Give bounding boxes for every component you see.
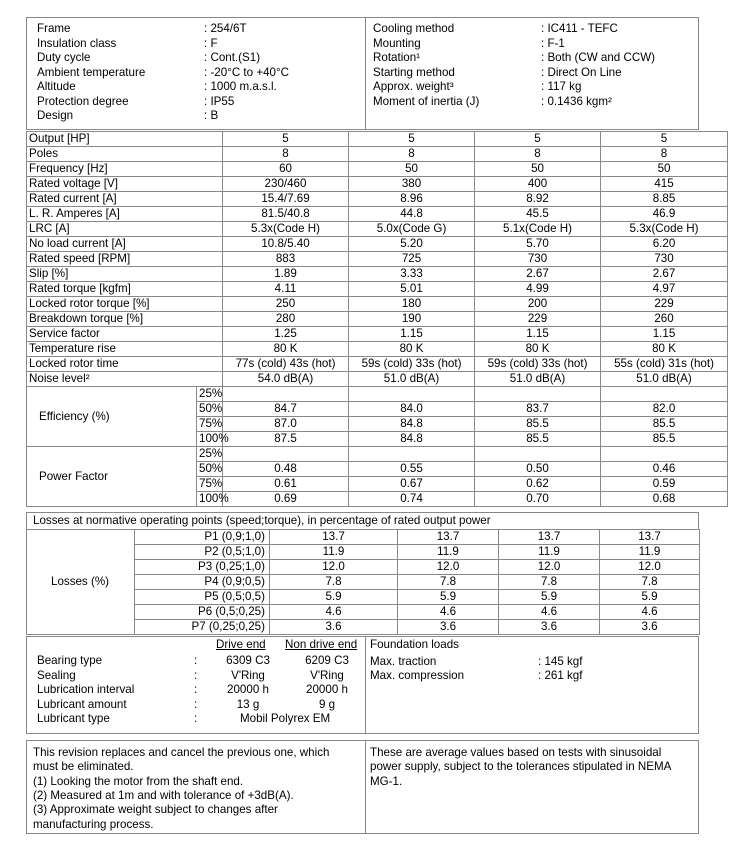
losses-table [26, 529, 700, 635]
efficiency-value: 82.0 [601, 402, 728, 417]
general-label: Design [37, 109, 74, 122]
rating-value: 51.0 dB(A) [601, 372, 728, 387]
rating-value: 730 [601, 252, 728, 267]
rating-value: 59s (cold) 33s (hot) [349, 357, 475, 372]
rating-label: Rated voltage [V] [27, 177, 223, 192]
power-factor-value [601, 447, 728, 462]
losses-value: 4.6 [600, 605, 700, 620]
rating-value: 883 [223, 252, 349, 267]
efficiency-value: 85.5 [601, 417, 728, 432]
note-line: power supply, subject to the tolerances stipulated in NEMA [370, 760, 672, 774]
losses-point: P7 (0,25;0,25) [135, 620, 270, 635]
losses-value: 11.9 [270, 545, 398, 560]
rating-value: 229 [475, 312, 601, 327]
losses-point: P4 (0,9;0,5) [135, 575, 270, 590]
foundation-traction-label: Max. traction [370, 655, 437, 668]
losses-point: P1 (0,9;1,0) [135, 530, 270, 545]
bearing-colon: : [194, 654, 198, 667]
power-factor-value: 0.68 [601, 492, 728, 507]
power-factor-row [27, 447, 728, 462]
rating-value: 5 [475, 132, 601, 147]
rating-value: 2.67 [601, 267, 728, 282]
bearing-drive-end-value: V'Ring [231, 668, 265, 682]
rating-value: 5 [223, 132, 349, 147]
bearing-label: Bearing type [37, 654, 103, 667]
efficiency-load: 50% [197, 402, 223, 417]
losses-value: 3.6 [499, 620, 600, 635]
losses-value: 12.0 [270, 560, 398, 575]
rating-value: 190 [349, 312, 475, 327]
general-value: : Cont.(S1) [204, 51, 261, 64]
rating-label: Locked rotor time [27, 357, 223, 372]
general-value: : F [204, 36, 218, 50]
rating-value: 80 K [349, 342, 475, 357]
rating-value: 8 [223, 147, 349, 162]
rating-value: 4.11 [223, 282, 349, 297]
power-factor-value: 0.50 [475, 462, 601, 477]
rating-row [27, 357, 728, 372]
rating-row [27, 312, 728, 327]
losses-value: 4.6 [270, 605, 398, 620]
losses-value: 12.0 [499, 560, 600, 575]
rating-row [27, 132, 728, 147]
rating-value: 5 [601, 132, 728, 147]
bearing-non-drive-end-value: 20000 h [306, 683, 348, 696]
rating-value: 3.33 [349, 267, 475, 282]
efficiency-value: 84.8 [349, 432, 475, 447]
losses-value: 7.8 [270, 575, 398, 590]
general-value: : Direct On Line [541, 65, 622, 79]
rating-row [27, 147, 728, 162]
rating-value: 5.3x(Code H) [223, 222, 349, 237]
note-line: (1) Looking the motor from the shaft end. [33, 774, 244, 788]
note-line: MG-1. [370, 774, 403, 788]
rating-value: 5 [349, 132, 475, 147]
rating-value: 50 [475, 162, 601, 177]
ratings-table [26, 131, 728, 507]
rating-label: No load current [A] [27, 237, 223, 252]
rating-value: 1.15 [601, 327, 728, 342]
foundation-compression-value: : 261 kgf [538, 669, 583, 682]
rating-value: 51.0 dB(A) [475, 372, 601, 387]
efficiency-value: 85.5 [475, 417, 601, 432]
general-value: : F-1 [541, 36, 565, 50]
power-factor-value: 0.62 [475, 477, 601, 492]
losses-value: 7.8 [499, 575, 600, 590]
power-factor-value: 0.61 [223, 477, 349, 492]
losses-value: 4.6 [398, 605, 499, 620]
efficiency-value [223, 387, 349, 402]
rating-value: 8.96 [349, 192, 475, 207]
rating-value: 1.89 [223, 267, 349, 282]
general-value: : 254/6T [204, 22, 247, 35]
power-factor-value: 0.59 [601, 477, 728, 492]
losses-point: P5 (0,5;0,5) [135, 590, 270, 605]
general-label: Rotation¹ [373, 51, 421, 64]
rating-row [27, 327, 728, 342]
rating-value: 5.1x(Code H) [475, 222, 601, 237]
note-line: must be eliminated. [33, 760, 134, 774]
non-drive-end-header: Non drive end [285, 638, 358, 651]
lubricant-type-label: Lubricant type [37, 712, 110, 725]
efficiency-value: 87.0 [223, 417, 349, 432]
rating-value: 4.99 [475, 282, 601, 297]
efficiency-value: 84.7 [223, 402, 349, 417]
note-line: manufacturing process. [33, 817, 154, 831]
losses-value: 7.8 [600, 575, 700, 590]
rating-value: 8 [349, 147, 475, 162]
rating-row [27, 207, 728, 222]
power-factor-value: 0.46 [601, 462, 728, 477]
rating-value: 5.70 [475, 237, 601, 252]
rating-label: Rated speed [RPM] [27, 252, 223, 267]
rating-row [27, 342, 728, 357]
rating-label: Frequency [Hz] [27, 162, 223, 177]
rating-label: Rated torque [kgfm] [27, 282, 223, 297]
power-factor-value: 0.67 [349, 477, 475, 492]
rating-value: 5.20 [349, 237, 475, 252]
general-value: : B [204, 109, 219, 122]
general-value: : -20°C to +40°C [204, 65, 289, 79]
losses-value: 5.9 [270, 590, 398, 605]
rating-value: 380 [349, 177, 475, 192]
rating-value: 1.15 [475, 327, 601, 342]
efficiency-value: 84.0 [349, 402, 475, 417]
efficiency-load: 25% [197, 387, 223, 402]
note-line: This revision replaces and cancel the previous one, which [33, 746, 330, 759]
general-divider [365, 17, 366, 130]
efficiency-value: 85.5 [601, 432, 728, 447]
losses-value: 13.7 [499, 530, 600, 545]
power-factor-value: 0.55 [349, 462, 475, 477]
bearing-drive-end-value: 20000 h [227, 683, 269, 696]
bearing-label: Lubrication interval [37, 683, 135, 696]
general-value: : IP55 [204, 94, 235, 108]
general-label: Moment of inertia (J) [373, 94, 480, 108]
efficiency-value [475, 387, 601, 402]
general-label: Ambient temperature [37, 65, 146, 79]
rating-value: 51.0 dB(A) [349, 372, 475, 387]
rating-value: 6.20 [601, 237, 728, 252]
rating-row [27, 177, 728, 192]
power-factor-value: 0.69 [223, 492, 349, 507]
power-factor-value: 0.74 [349, 492, 475, 507]
rating-value: 2.67 [475, 267, 601, 282]
rating-value: 15.4/7.69 [223, 192, 349, 207]
rating-row [27, 267, 728, 282]
foundation-compression-label: Max. compression [370, 669, 465, 682]
general-label: Starting method [373, 65, 455, 79]
power-factor-value: 0.70 [475, 492, 601, 507]
efficiency-value: 84.8 [349, 417, 475, 432]
bearing-colon: : [194, 683, 198, 696]
general-label: Frame [37, 22, 71, 35]
bearing-colon: : [194, 668, 198, 682]
rating-value: 260 [601, 312, 728, 327]
power-factor-load: 25% [197, 447, 223, 462]
rating-value: 280 [223, 312, 349, 327]
drive-end-header: Drive end [216, 638, 266, 651]
rating-label: L. R. Amperes [A] [27, 207, 223, 222]
rating-label: LRC [A] [27, 222, 223, 237]
bearing-drive-end-value: 13 g [236, 697, 260, 711]
general-label: Cooling method [373, 22, 455, 35]
rating-row [27, 297, 728, 312]
note-line: (3) Approximate weight subject to changes after [33, 803, 278, 817]
efficiency-value: 85.5 [475, 432, 601, 447]
general-label: Approx. weight³ [373, 80, 454, 93]
rating-value: 8.85 [601, 192, 728, 207]
rating-value: 45.5 [475, 207, 601, 222]
losses-value: 12.0 [600, 560, 700, 575]
note-line: (2) Measured at 1m and with tolerance of +3dB(A). [33, 788, 294, 802]
rating-value: 1.25 [223, 327, 349, 342]
losses-value: 3.6 [600, 620, 700, 635]
rating-value: 50 [601, 162, 728, 177]
general-label: Duty cycle [37, 51, 91, 64]
bearing-drive-end-value: 6309 C3 [226, 654, 270, 667]
rating-value: 80 K [475, 342, 601, 357]
bearing-non-drive-end-value: 9 g [318, 697, 336, 711]
rating-value: 8 [475, 147, 601, 162]
general-label: Altitude [37, 80, 76, 93]
power-factor-label: Power Factor [27, 447, 197, 507]
power-factor-value [223, 447, 349, 462]
rating-value: 229 [601, 297, 728, 312]
rating-value: 80 K [223, 342, 349, 357]
general-label: Insulation class [37, 36, 117, 50]
losses-value: 13.7 [270, 530, 398, 545]
rating-value: 60 [223, 162, 349, 177]
losses-value: 3.6 [270, 620, 398, 635]
rating-row [27, 192, 728, 207]
efficiency-value [601, 387, 728, 402]
losses-value: 11.9 [398, 545, 499, 560]
rating-value: 250 [223, 297, 349, 312]
rating-label: Service factor [27, 327, 223, 342]
losses-value: 7.8 [398, 575, 499, 590]
losses-value: 3.6 [398, 620, 499, 635]
efficiency-load: 100% [197, 432, 223, 447]
rating-label: Noise level² [27, 372, 223, 387]
losses-header: Losses at normative operating points (speed;torque), in percentage of rated output power [33, 514, 491, 527]
general-value: : 117 kg [541, 80, 582, 93]
rating-row [27, 222, 728, 237]
rating-value: 8 [601, 147, 728, 162]
rating-value: 5.0x(Code G) [349, 222, 475, 237]
rating-row [27, 237, 728, 252]
note-line: These are average values based on tests with sinusoidal [370, 746, 662, 759]
losses-value: 13.7 [600, 530, 700, 545]
rating-label: Rated current [A] [27, 192, 223, 207]
losses-label: Losses (%) [27, 530, 135, 635]
rating-value: 59s (cold) 33s (hot) [475, 357, 601, 372]
rating-value: 415 [601, 177, 728, 192]
rating-value: 725 [349, 252, 475, 267]
rating-row [27, 372, 728, 387]
rating-value: 8.92 [475, 192, 601, 207]
rating-label: Poles [27, 147, 223, 162]
rating-value: 1.15 [349, 327, 475, 342]
rating-label: Slip [%] [27, 267, 223, 282]
losses-point: P3 (0,25;1,0) [135, 560, 270, 575]
power-factor-value [349, 447, 475, 462]
rating-value: 230/460 [223, 177, 349, 192]
lubricant-type-value: Mobil Polyrex EM [240, 712, 331, 725]
losses-row [27, 530, 700, 545]
power-factor-load: 75% [197, 477, 223, 492]
rating-row [27, 252, 728, 267]
rating-label: Temperature rise [27, 342, 223, 357]
efficiency-row [27, 387, 728, 402]
general-value: : Both (CW and CCW) [541, 51, 656, 64]
rating-value: 81.5/40.8 [223, 207, 349, 222]
rating-value: 77s (cold) 43s (hot) [223, 357, 349, 372]
efficiency-value [349, 387, 475, 402]
rating-label: Locked rotor torque [%] [27, 297, 223, 312]
rating-value: 5.3x(Code H) [601, 222, 728, 237]
rating-value: 5.01 [349, 282, 475, 297]
rating-label: Breakdown torque [%] [27, 312, 223, 327]
foundation-title: Foundation loads [370, 638, 459, 651]
rating-value: 54.0 dB(A) [223, 372, 349, 387]
rating-value: 46.9 [601, 207, 728, 222]
bearing-colon: : [194, 697, 198, 711]
losses-value: 11.9 [499, 545, 600, 560]
bearing-label: Sealing [37, 668, 76, 682]
efficiency-value: 83.7 [475, 402, 601, 417]
power-factor-load: 50% [197, 462, 223, 477]
bearing-label: Lubricant amount [37, 697, 127, 711]
efficiency-value: 87.5 [223, 432, 349, 447]
general-value: : 1000 m.a.s.l. [204, 80, 277, 93]
losses-value: 5.9 [499, 590, 600, 605]
rating-row [27, 282, 728, 297]
rating-value: 44.8 [349, 207, 475, 222]
efficiency-label: Efficiency (%) [27, 387, 197, 447]
general-label: Mounting [373, 36, 421, 50]
general-value: : IC411 - TEFC [541, 22, 618, 35]
losses-value: 12.0 [398, 560, 499, 575]
rating-value: 730 [475, 252, 601, 267]
bearing-non-drive-end-value: 6209 C3 [305, 654, 349, 667]
losses-value: 13.7 [398, 530, 499, 545]
losses-value: 4.6 [499, 605, 600, 620]
efficiency-load: 75% [197, 417, 223, 432]
rating-value: 400 [475, 177, 601, 192]
power-factor-value [475, 447, 601, 462]
losses-point: P6 (0,5;0,25) [135, 605, 270, 620]
losses-value: 5.9 [398, 590, 499, 605]
rating-value: 55s (cold) 31s (hot) [601, 357, 728, 372]
general-value: : 0.1436 kgm² [541, 94, 612, 108]
rating-row [27, 162, 728, 177]
rating-value: 10.8/5.40 [223, 237, 349, 252]
power-factor-value: 0.48 [223, 462, 349, 477]
power-factor-load: 100% [197, 492, 223, 507]
foundation-traction-value: : 145 kgf [538, 655, 583, 668]
bearing-non-drive-end-value: V'Ring [310, 668, 344, 682]
rating-value: 180 [349, 297, 475, 312]
rating-value: 80 K [601, 342, 728, 357]
losses-point: P2 (0,5;1,0) [135, 545, 270, 560]
rating-value: 50 [349, 162, 475, 177]
losses-value: 5.9 [600, 590, 700, 605]
rating-label: Output [HP] [27, 132, 223, 147]
general-label: Protection degree [37, 94, 129, 108]
rating-value: 200 [475, 297, 601, 312]
losses-value: 11.9 [600, 545, 700, 560]
notes-divider [365, 740, 366, 834]
lubricant-type-colon: : [194, 712, 198, 725]
rating-value: 4.97 [601, 282, 728, 297]
